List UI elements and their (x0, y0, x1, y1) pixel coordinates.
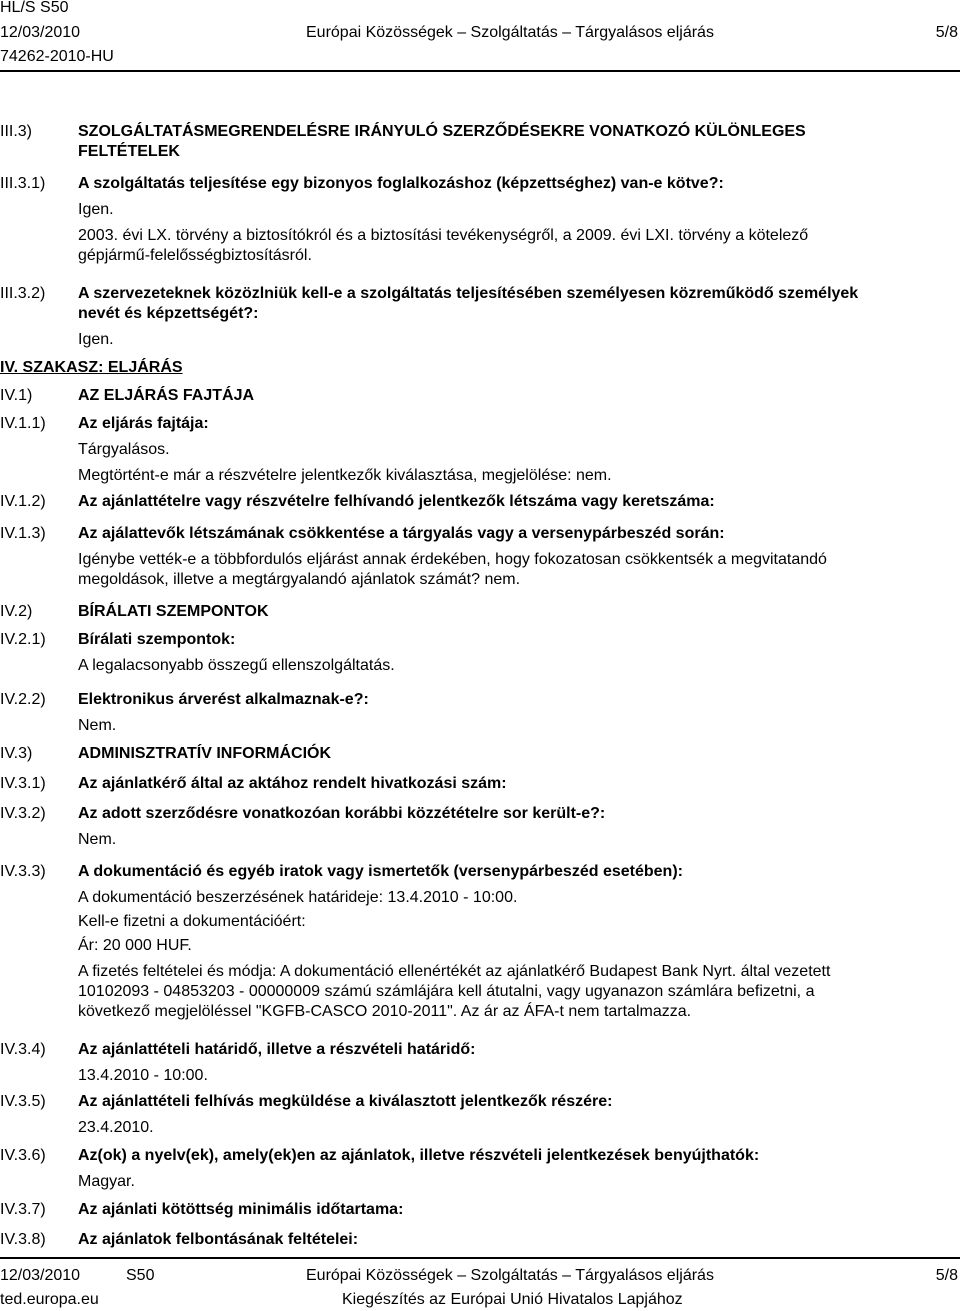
text-line: Az ajánlatok felbontásának feltételei: (78, 1231, 359, 1248)
text-line: megoldások, illetve a megtárgyalandó ajánlatok számát? nem. (78, 571, 521, 588)
header-rule (0, 70, 960, 72)
text-line: A legalacsonyabb összegű ellenszolgáltatás. (78, 657, 395, 674)
header-date: 12/03/2010 (0, 24, 81, 41)
footer-site: ted.europa.eu (0, 1291, 99, 1308)
section-number: IV.2.1) (0, 631, 46, 648)
section-text (78, 888, 958, 908)
section-text (78, 656, 958, 676)
section-number: IV.3) (0, 745, 33, 762)
section-text (78, 386, 958, 406)
header-page-number: 5/8 (935, 24, 958, 41)
text-line: 13.4.2010 - 10:00. (78, 1067, 208, 1084)
section-text (78, 122, 958, 162)
text-line: A fizetés feltételei és módja: A dokumentáció ellenértékét az ajánlatkérő Budapest Bank Nyrt. által vezetett (78, 963, 831, 980)
header-doc-type: Európai Közösségek – Szolgáltatás – Tárgyalásos eljárás (306, 24, 714, 41)
section-number: IV.2.2) (0, 691, 46, 708)
text-line: A dokumentáció és egyéb iratok vagy ismertetők (versenypárbeszéd esetében): (78, 863, 683, 880)
section-number: IV.3.4) (0, 1041, 46, 1058)
section-number: IV.3.3) (0, 863, 46, 880)
section-text (78, 1118, 958, 1138)
text-line: Az eljárás fajtája: (78, 415, 209, 432)
text-line: 23.4.2010. (78, 1119, 154, 1136)
section-text (78, 200, 958, 220)
section-number: III.3.1) (0, 175, 46, 192)
section-text (78, 284, 958, 324)
section-text (78, 414, 958, 434)
text-line: Igen. (78, 201, 114, 218)
text-line: Megtörtént-e már a részvételre jelentkezők kiválasztása, megjelölése: nem. (78, 467, 612, 484)
footer-date: 12/03/2010 (0, 1267, 81, 1284)
footer-doc-type: Európai Közösségek – Szolgáltatás – Tárgyalásos eljárás (306, 1267, 714, 1284)
section-number: IV.1.2) (0, 493, 46, 510)
text-line: AZ ELJÁRÁS FAJTÁJA (78, 387, 255, 404)
section-number: IV.3.5) (0, 1093, 46, 1110)
text-line: 10102093 - 04853203 - 00000009 számú számlájára kell átutalni, vagy ugyanazon számlára befizetni, a (78, 983, 815, 1000)
text-line: Az ajánlattételre vagy részvételre felhívandó jelentkezők létszáma vagy keretszáma: (78, 493, 715, 510)
section-text (78, 1200, 958, 1220)
text-line: gépjármű-felelősségbiztosításról. (78, 247, 312, 264)
section-number: IV.3.2) (0, 805, 46, 822)
section-text (78, 466, 958, 486)
section-text (78, 524, 958, 544)
section-text (78, 1172, 958, 1192)
text-line: Az ajánlati kötöttség minimális időtartama: (78, 1201, 404, 1218)
section-text (78, 936, 958, 956)
section-text (78, 962, 958, 1022)
text-line: SZOLGÁLTATÁSMEGRENDELÉSRE IRÁNYULÓ SZERZŐDÉSEKRE VONATKOZÓ KÜLÖNLEGES (78, 123, 806, 140)
section-number: IV.2) (0, 603, 33, 620)
text-line: Ár: 20 000 HUF. (78, 937, 192, 954)
text-line: Bírálati szempontok: (78, 631, 236, 648)
text-line: Az ajánlatkérő által az aktához rendelt hivatkozási szám: (78, 775, 507, 792)
section-number: III.3) (0, 123, 33, 140)
text-line: Az ajálattevők létszámának csökkentése a tárgyalás vagy a versenypárbeszéd során: (78, 525, 725, 542)
section-number: IV.1.3) (0, 525, 46, 542)
section-number: IV.3.8) (0, 1231, 46, 1248)
text-line: következő megjelöléssel "KGFB-CASCO 2010-2011". Az ár az ÁFA-t nem tartalmazza. (78, 1003, 692, 1020)
text-line: Tárgyalásos. (78, 441, 170, 458)
page-footer (0, 1258, 960, 1311)
page-header (0, 0, 960, 70)
section-number: III.3.2) (0, 285, 46, 302)
text-line: 2003. évi LX. törvény a biztosítókról és a biztosítási tevékenységről, a 2009. évi LXI. törvény a kötelező (78, 227, 809, 244)
section-text (78, 1066, 958, 1086)
section-text (78, 830, 958, 850)
section-text (78, 690, 958, 710)
section-iv-title: IV. SZAKASZ: ELJÁRÁS (0, 359, 183, 376)
section-number: IV.3.6) (0, 1147, 46, 1164)
footer-page-number: 5/8 (935, 1267, 958, 1284)
text-line: Az(ok) a nyelv(ek), amely(ek)en az ajánlatok, illetve részvételi jelentkezések benyújthatók: (78, 1147, 760, 1164)
text-line: Az ajánlattételi határidő, illetve a részvételi határidő: (78, 1041, 476, 1058)
section-text (78, 440, 958, 460)
section-text (78, 744, 958, 764)
text-line: Magyar. (78, 1173, 135, 1190)
text-line: FELTÉTELEK (78, 143, 180, 160)
section-text (78, 912, 958, 932)
section-text (78, 1146, 958, 1166)
section-text (78, 492, 958, 512)
header-ref: 74262-2010-HU (0, 48, 114, 65)
header-line1: HL/S S50 (0, 0, 69, 16)
section-text (78, 630, 958, 650)
section-number: IV.1) (0, 387, 33, 404)
section-text (78, 1230, 958, 1250)
text-line: A szolgáltatás teljesítése egy bizonyos foglalkozáshoz (képzettséghez) van-e kötve?: (78, 175, 724, 192)
text-line: Nem. (78, 831, 117, 848)
section-text (78, 330, 958, 350)
section-text (78, 862, 958, 882)
section-number: IV.1.1) (0, 415, 46, 432)
text-line: Igen. (78, 331, 114, 348)
section-text (78, 1092, 958, 1112)
text-line: ADMINISZTRATÍV INFORMÁCIÓK (78, 745, 332, 762)
section-text (78, 226, 958, 266)
text-line: Igénybe vették-e a többfordulós eljárást annak érdekében, hogy fokozatosan csökkentsék a megvitatandó (78, 551, 827, 568)
text-line: BÍRÁLATI SZEMPONTOK (78, 603, 269, 620)
section-text (78, 804, 958, 824)
section-text (78, 602, 958, 622)
text-line: A dokumentáció beszerzésének határideje: 13.4.2010 - 10:00. (78, 889, 518, 906)
section-text (78, 1040, 958, 1060)
text-line: Nem. (78, 717, 117, 734)
section-text (78, 716, 958, 736)
text-line: Kell-e fizetni a dokumentációért: (78, 913, 306, 930)
section-text (78, 550, 958, 590)
section-text (78, 774, 958, 794)
text-line: A szervezeteknek közözlniük kell-e a szolgáltatás teljesítésében személyesen közreműködő személyek (78, 285, 859, 302)
section-text (78, 174, 958, 194)
text-line: Elektronikus árverést alkalmaznak-e?: (78, 691, 369, 708)
text-line: nevét és képzettségét?: (78, 305, 259, 322)
text-line: Az adott szerződésre vonatkozóan korábbi közzétételre sor került-e?: (78, 805, 606, 822)
footer-publication: Kiegészítés az Európai Unió Hivatalos Lapjához (342, 1291, 683, 1308)
section-number: IV.3.1) (0, 775, 46, 792)
section-number: IV.3.7) (0, 1201, 46, 1218)
footer-series: S50 (126, 1267, 155, 1284)
text-line: Az ajánlattételi felhívás megküldése a kiválasztott jelentkezők részére: (78, 1093, 613, 1110)
